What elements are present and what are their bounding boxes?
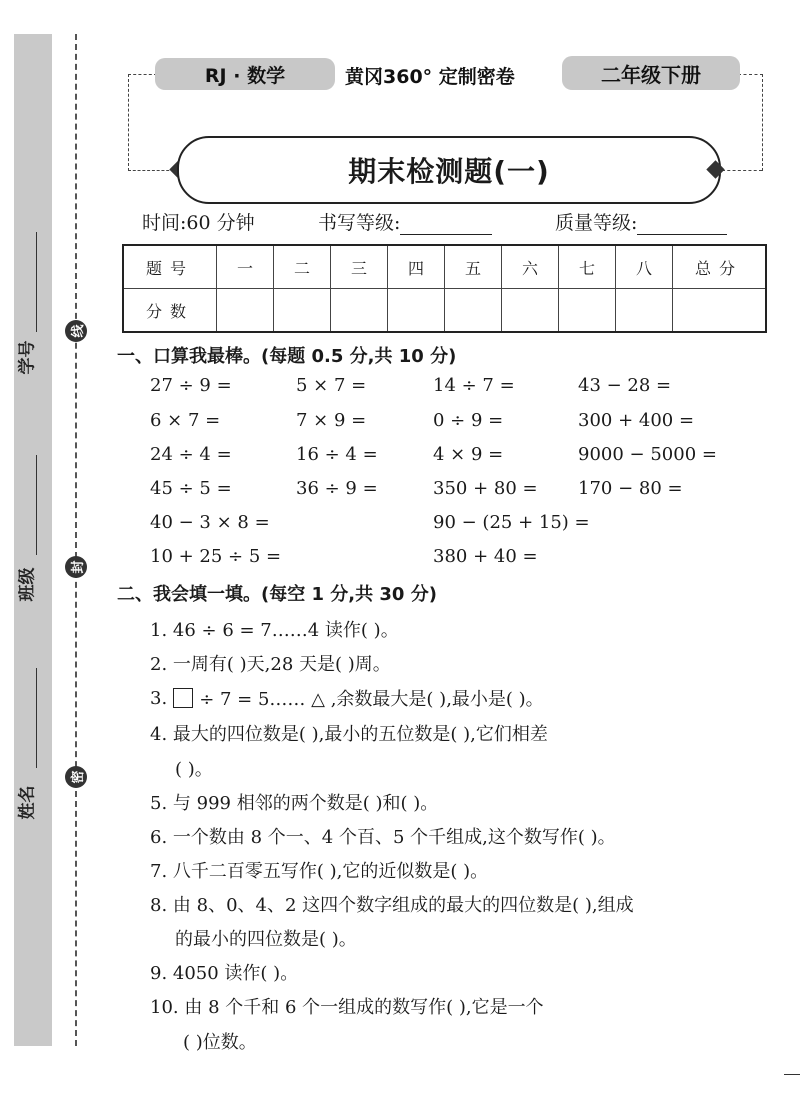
calc-item: 24 ÷ 4 =	[150, 444, 232, 465]
calc-item: 36 ÷ 9 =	[296, 478, 378, 499]
section2-title: 二、我会填一填。(每空 1 分,共 30 分)	[117, 584, 437, 605]
student-id-line[interactable]	[36, 232, 37, 332]
square-box-icon	[173, 688, 193, 708]
question-8-line2: 的最小的四位数是( )。	[175, 929, 357, 950]
question-8-line1: 8. 由 8、0、4、2 这四个数字组成的最大的四位数是( ),组成	[150, 895, 634, 916]
class-line[interactable]	[36, 455, 37, 555]
writing-grade-blank[interactable]	[400, 214, 492, 235]
cut-line	[75, 34, 77, 1046]
calc-item: 90 − (25 + 15) =	[433, 512, 590, 533]
score-table-cell: 七	[559, 245, 616, 289]
calc-item: 170 − 80 =	[578, 478, 683, 499]
quality-grade-label: 质量等级:	[555, 212, 638, 234]
score-table-cell: 三	[331, 245, 388, 289]
exam-time: 时间:60 分钟	[142, 212, 255, 234]
page-edge-mark	[784, 1074, 800, 1075]
calc-item: 27 ÷ 9 =	[150, 375, 232, 396]
question-1: 1. 46 ÷ 6 = 7……4 读作( )。	[150, 620, 399, 641]
score-entry-cell[interactable]	[673, 289, 767, 333]
score-entry-cell[interactable]	[331, 289, 388, 333]
score-entry-cell[interactable]	[559, 289, 616, 333]
question-5: 5. 与 999 相邻的两个数是( )和( )。	[150, 793, 439, 814]
calc-item: 7 × 9 =	[296, 410, 367, 431]
question-7: 7. 八千二百零五写作( ),它的近似数是( )。	[150, 861, 489, 882]
question-3-text: ÷ 7 = 5…… △ ,余数最大是( ),最小是( )。	[199, 689, 544, 710]
writing-grade-label: 书写等级:	[318, 212, 401, 234]
calc-item: 16 ÷ 4 =	[296, 444, 378, 465]
score-table-cell: 题号	[123, 245, 217, 289]
calc-item: 6 × 7 =	[150, 410, 221, 431]
score-table-cell: 五	[445, 245, 502, 289]
subject-badge: RJ · 数学	[155, 58, 335, 90]
score-table-score-row	[123, 289, 766, 333]
title-frame	[177, 136, 721, 204]
question-2: 2. 一周有( )天,28 天是( )周。	[150, 654, 391, 675]
calc-item: 380 + 40 =	[433, 546, 538, 567]
score-table-cell: 分数	[123, 289, 217, 333]
score-table-header-row	[123, 245, 766, 289]
calc-item: 9000 − 5000 =	[578, 444, 717, 465]
name-label: 姓名	[17, 785, 38, 820]
quality-grade	[555, 208, 727, 235]
header-connector-right-h	[722, 170, 762, 171]
calc-item: 45 ÷ 5 =	[150, 478, 232, 499]
calc-item: 4 × 9 =	[433, 444, 504, 465]
score-table-cell: 总分	[673, 245, 767, 289]
score-entry-cell[interactable]	[274, 289, 331, 333]
question-10-line1: 10. 由 8 个千和 6 个一组成的数写作( ),它是一个	[150, 997, 544, 1018]
seal-secret-mark: 密	[65, 766, 87, 788]
class-label: 班级	[17, 567, 38, 602]
header-connector-left-h	[128, 170, 174, 171]
score-table-cell: 一	[217, 245, 274, 289]
calc-item: 300 + 400 =	[578, 410, 695, 431]
calc-item: 0 ÷ 9 =	[433, 410, 504, 431]
question-4-line2: ( )。	[175, 759, 213, 780]
binding-strip	[14, 34, 52, 1046]
calc-item: 5 × 7 =	[296, 375, 367, 396]
header-connector-right	[738, 74, 763, 171]
seal-seal-mark: 封	[65, 556, 87, 578]
section1-title: 一、口算我最棒。(每题 0.5 分,共 10 分)	[117, 346, 457, 367]
header-connector-left	[128, 74, 157, 171]
score-entry-cell[interactable]	[217, 289, 274, 333]
calc-item: 40 − 3 × 8 =	[150, 512, 270, 533]
quality-grade-blank[interactable]	[637, 214, 727, 235]
score-entry-cell[interactable]	[502, 289, 559, 333]
question-4-line1: 4. 最大的四位数是( ),最小的五位数是( ),它们相差	[150, 724, 548, 745]
score-entry-cell[interactable]	[616, 289, 673, 333]
brand-name: 黄冈360° 定制密卷	[345, 66, 515, 88]
calc-item: 10 + 25 ÷ 5 =	[150, 546, 282, 567]
grade-badge: 二年级下册	[562, 56, 740, 90]
score-table-cell: 八	[616, 245, 673, 289]
score-entry-cell[interactable]	[445, 289, 502, 333]
question-9: 9. 4050 读作( )。	[150, 963, 299, 984]
question-3	[150, 685, 544, 711]
name-line[interactable]	[36, 668, 37, 768]
calc-item: 14 ÷ 7 =	[433, 375, 515, 396]
calc-item: 350 + 80 =	[433, 478, 538, 499]
score-table-cell: 四	[388, 245, 445, 289]
student-id-label: 学号	[17, 340, 38, 375]
score-table	[122, 244, 767, 333]
calc-item: 43 − 28 =	[578, 375, 672, 396]
score-table-cell: 二	[274, 245, 331, 289]
score-entry-cell[interactable]	[388, 289, 445, 333]
score-table-cell: 六	[502, 245, 559, 289]
page-title: 期末检测题(一)	[348, 155, 550, 188]
question-10-line2: ( )位数。	[183, 1032, 257, 1053]
writing-grade	[318, 208, 492, 235]
seal-line-mark: 线	[65, 320, 87, 342]
question-3-number: 3.	[150, 687, 168, 709]
question-6: 6. 一个数由 8 个一、4 个百、5 个千组成,这个数写作( )。	[150, 827, 616, 848]
